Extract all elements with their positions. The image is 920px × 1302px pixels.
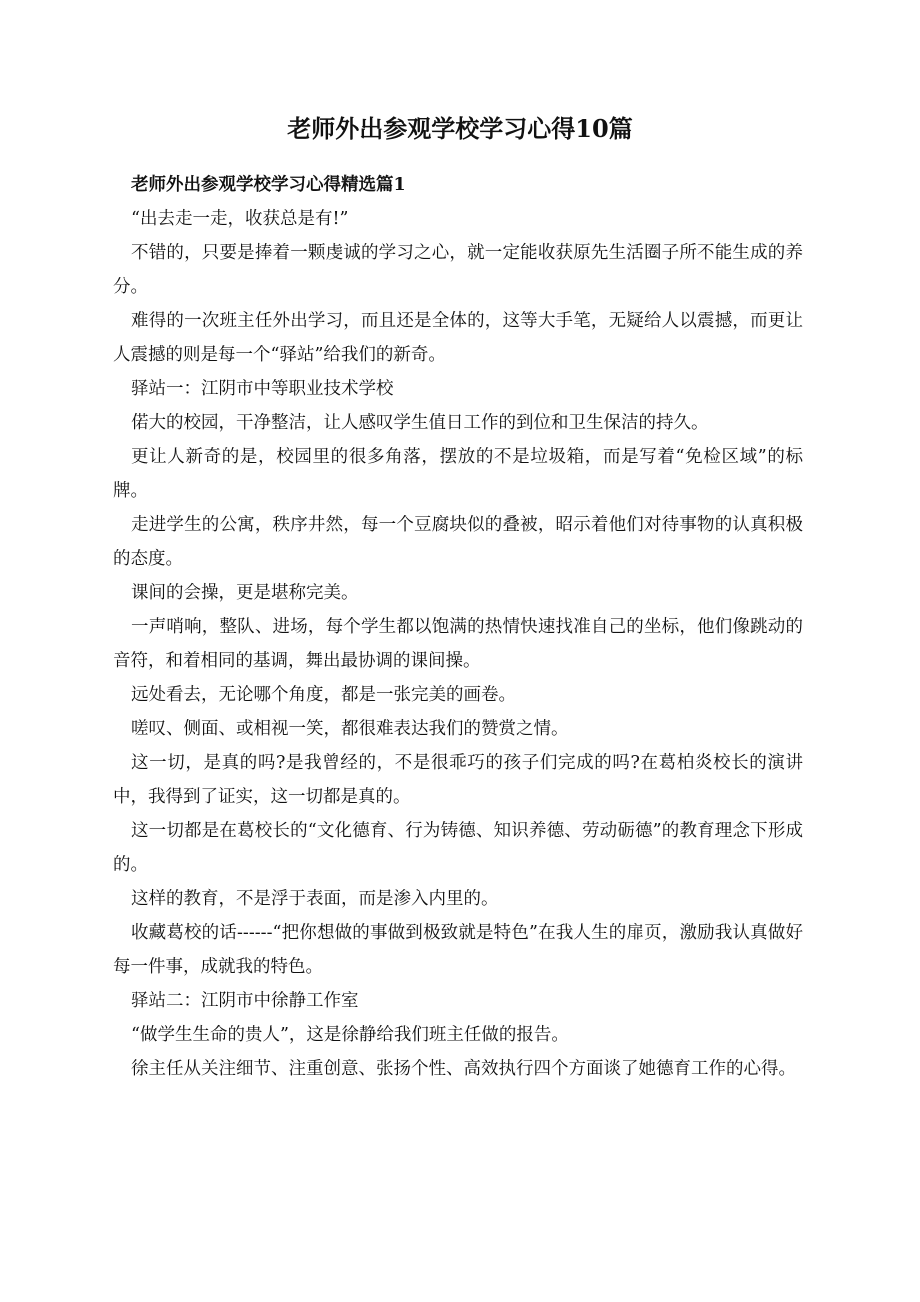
paragraph-18: 徐主任从关注细节、注重创意、张扬个性、高效执行四个方面谈了她德育工作的心得。 [131, 1059, 796, 1079]
paragraph-11: 嗟叹、侧面、或相视一笑，都很难表达我们的赞赏之情。 [131, 719, 569, 739]
paragraph-9: 一声哨响，整队、进场，每个学生都以饱满的热情快速找准自己的坐标，他们像跳动的音符，和着相同的基调，舞出最协调的课间操。 [113, 617, 803, 671]
paragraph-2: 不错的，只要是捧着一颗虔诚的学习之心，就一定能收获原先生活圈子所不能生成的养分。 [113, 243, 803, 297]
paragraph-15: 收藏葛校的话------“把你想做的事做到极致就是特色”在我人生的扉页，激励我认真做好每一件事，成就我的特色。 [113, 923, 803, 977]
paragraph-7: 走进学生的公寓，秩序井然，每一个豆腐块似的叠被，昭示着他们对待事物的认真积极的态度。 [113, 515, 803, 569]
paragraph-4: 驿站一：江阴市中等职业技术学校 [131, 379, 394, 399]
section-subtitle: 老师外出参观学校学习心得精选篇1 [131, 175, 406, 195]
paragraph-12: 这一切，是真的吗?是我曾经的，不是很乖巧的孩子们完成的吗?在葛柏炎校长的演讲中，我得到了证实，这一切都是真的。 [113, 753, 803, 807]
paragraph-17: “做学生生命的贵人”，这是徐静给我们班主任做的报告。 [131, 1025, 569, 1045]
paragraph-5: 偌大的校园，干净整洁，让人感叹学生值日工作的到位和卫生保洁的持久。 [131, 413, 709, 433]
paragraph-16: 驿站二：江阴市中徐静工作室 [131, 991, 359, 1011]
paragraph-13: 这一切都是在葛校长的“文化德育、行为铸德、知识养德、劳动砺德”的教育理念下形成的。 [113, 821, 803, 875]
paragraph-10: 远处看去，无论哪个角度，都是一张完美的画卷。 [131, 685, 516, 705]
paragraph-3: 难得的一次班主任外出学习，而且还是全体的，这等大手笔，无疑给人以震撼，而更让人震撼的则是每一个“驿站”给我们的新奇。 [113, 311, 803, 365]
paragraph-8: 课间的会操，更是堪称完美。 [131, 583, 359, 603]
paragraph-1: “出去走一走，收获总是有!” [131, 209, 349, 229]
document-body [113, 168, 803, 1086]
paragraph-6: 更让人新奇的是，校园里的很多角落，摆放的不是垃圾箱，而是写着“免检区域”的标牌。 [113, 447, 803, 501]
document-title: 老师外出参观学校学习心得10篇 [287, 114, 633, 143]
paragraph-14: 这样的教育，不是浮于表面，而是渗入内里的。 [131, 889, 499, 909]
